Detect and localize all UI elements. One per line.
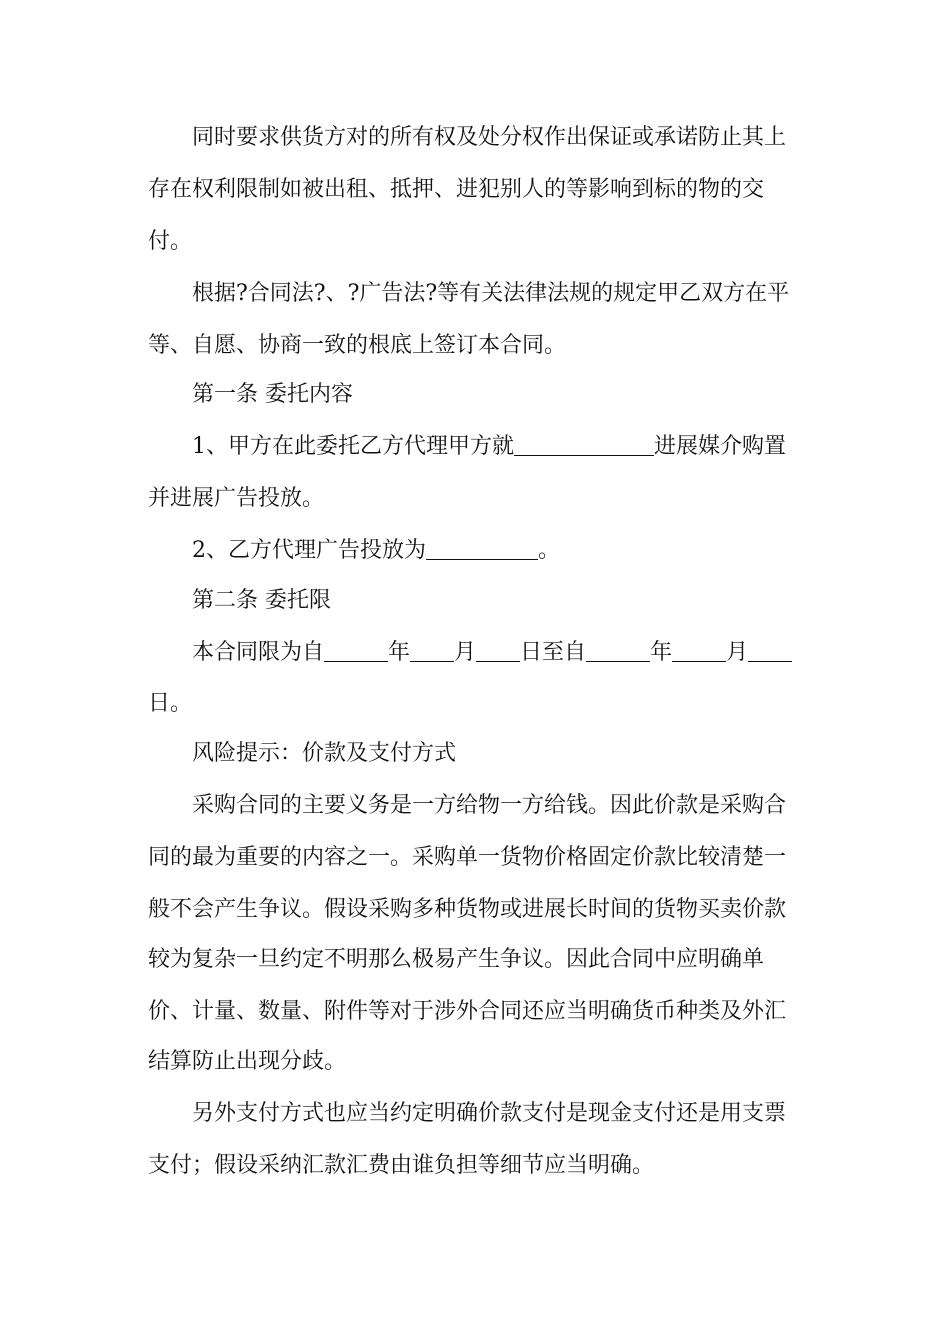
text-segment: 2、乙方代理广告投放为 bbox=[192, 538, 426, 563]
text-segment: 本合同限为自 bbox=[192, 640, 325, 665]
fill-in-blank-month bbox=[410, 639, 454, 662]
paragraph-line: 根据?合同法?、?广告法?等有关法律法规的规定甲乙双方在平 bbox=[192, 281, 790, 306]
fill-in-blank-year bbox=[586, 639, 650, 662]
text-segment: 月 bbox=[454, 640, 477, 665]
paragraph-line: 支付；假设采纳汇款汇费由谁负担等细节应当明确。 bbox=[148, 1153, 655, 1178]
paragraph-line: 另外支付方式也应当约定明确价款支付是现金支付还是用支票 bbox=[192, 1101, 787, 1126]
section-heading: 第一条 委托内容 bbox=[192, 382, 353, 407]
fill-in-blank-day bbox=[476, 639, 520, 662]
text-segment: 进展媒介购置 bbox=[654, 434, 787, 459]
text-segment: 。 bbox=[538, 538, 561, 563]
paragraph-line: 同的最为重要的内容之一。采购单一货物价格固定价款比较清楚一 bbox=[148, 845, 787, 870]
paragraph-line: 等、自愿、协商一致的根底上签订本合同。 bbox=[148, 333, 567, 358]
paragraph-line bbox=[192, 638, 862, 668]
section-heading: 风险提示：价款及支付方式 bbox=[192, 741, 457, 766]
paragraph-line bbox=[192, 432, 862, 462]
fill-in-blank bbox=[514, 433, 654, 456]
fill-in-blank-month bbox=[672, 639, 726, 662]
paragraph-line: 价、计量、数量、附件等对于涉外合同还应当明确货币种类及外汇 bbox=[148, 999, 787, 1024]
paragraph-line: 较为复杂一旦约定不明那么极易产生争议。因此合同中应明确单 bbox=[148, 947, 765, 972]
section-heading: 第二条 委托限 bbox=[192, 588, 331, 613]
paragraph-line: 般不会产生争议。假设采购多种货物或进展长时间的货物买卖价款 bbox=[148, 897, 787, 922]
paragraph-line: 结算防止出现分歧。 bbox=[148, 1049, 347, 1074]
paragraph-line: 存在权利限制如被出租、抵押、进犯别人的等影响到标的物的交 bbox=[148, 177, 765, 202]
text-segment: 年 bbox=[388, 640, 411, 665]
text-segment: 月 bbox=[726, 640, 749, 665]
fill-in-blank bbox=[426, 537, 538, 560]
text-segment: 1、甲方在此委托乙方代理甲方就 bbox=[192, 434, 514, 459]
fill-in-blank-day bbox=[748, 639, 792, 662]
paragraph-line: 同时要求供货方对的所有权及处分权作出保证或承诺防止其上 bbox=[192, 125, 787, 150]
paragraph-line: 付。 bbox=[148, 229, 193, 254]
paragraph-line: 并进展广告投放。 bbox=[148, 486, 325, 511]
paragraph-line: 日。 bbox=[148, 691, 193, 716]
text-segment: 日至自 bbox=[520, 640, 587, 665]
fill-in-blank-year bbox=[324, 639, 388, 662]
paragraph-line bbox=[192, 536, 862, 566]
text-segment: 年 bbox=[650, 640, 673, 665]
paragraph-line: 采购合同的主要义务是一方给物一方给钱。因此价款是采购合 bbox=[192, 793, 787, 818]
